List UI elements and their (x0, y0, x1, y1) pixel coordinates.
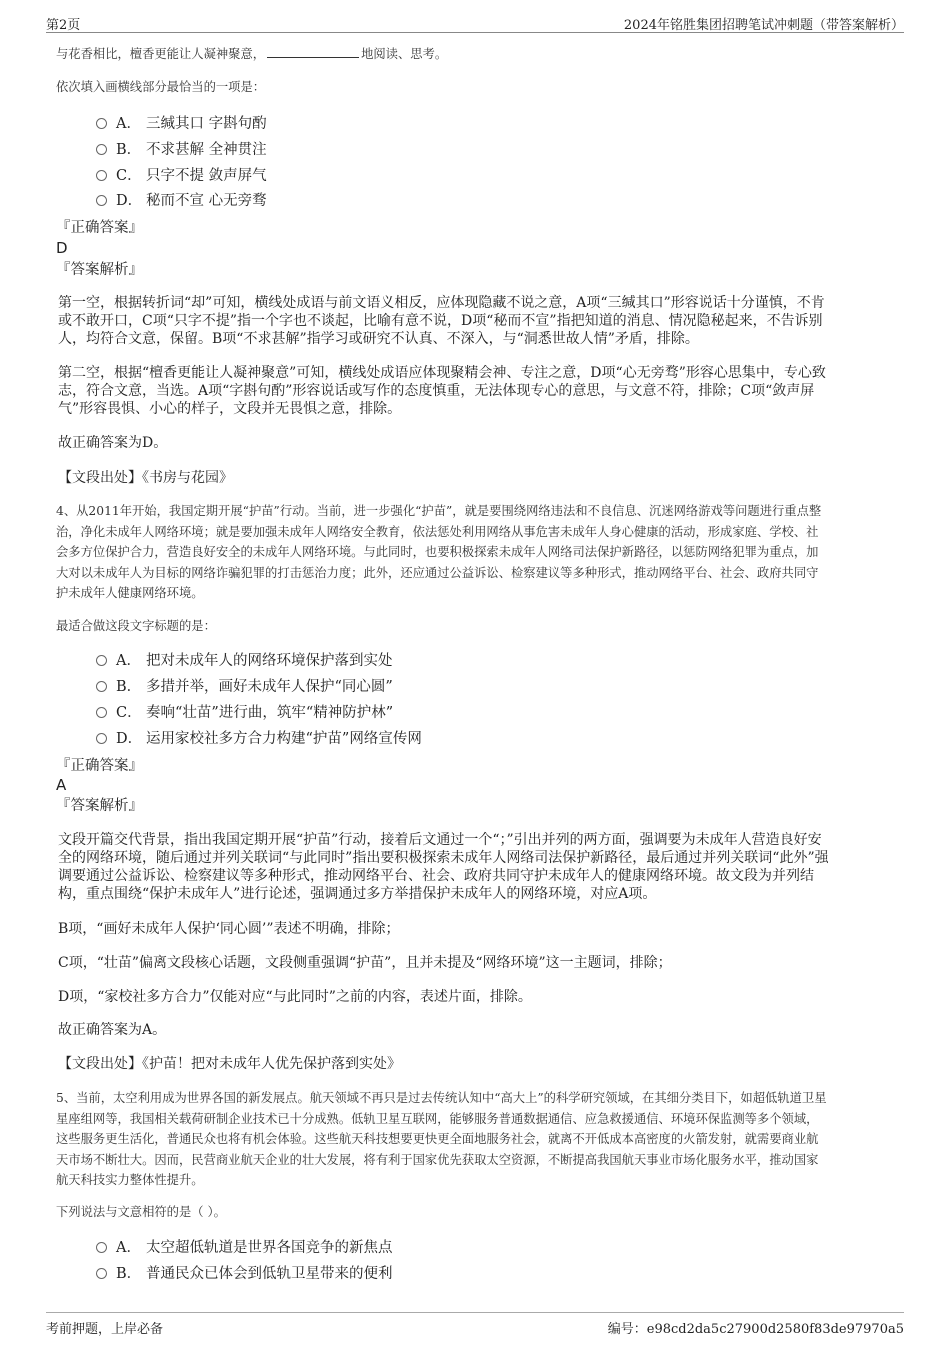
q4-analysis-b: B项，“画好未成年人保护‘同心圆’”表述不明确，排除； (58, 921, 400, 937)
q3-analysis-p1 (58, 294, 825, 348)
option-letter: B． (116, 1266, 142, 1282)
page-footer (46, 1312, 904, 1337)
page-number: 第2页 (46, 18, 81, 33)
option-text: 普通民众已体会到低轨卫星带来的便利 (146, 1266, 393, 1282)
q4-answer: A (56, 776, 67, 794)
q3-stem-post: 地阅读、思考。 (361, 47, 448, 61)
q4-conclusion: 故正确答案为A。 (58, 1022, 167, 1038)
radio-icon[interactable] (96, 195, 107, 206)
q4-analysis-p1 (58, 831, 829, 903)
q5-option-a[interactable] (96, 1238, 393, 1258)
option-text: 把对未成年人的网络环境保护落到实处 (146, 653, 393, 669)
text-line: 志，符合文意，当选。A项“字斟句酌”形容说话或写作的态度慎重，无法体现专心的意思，与文意不符，排除；C项“敛声屏 (58, 383, 815, 399)
text-line: 气”形容畏惧、小心的样子，文段并无畏惧之意，排除。 (58, 401, 402, 417)
option-text: 运用家校社多方合力构建“护苗”网络宣传网 (146, 731, 422, 747)
option-text: 三缄其口 字斟句酌 (146, 116, 267, 132)
q3-stem (56, 44, 447, 65)
radio-icon[interactable] (96, 1242, 107, 1253)
q4-analysis-d: D项，“家校社多方合力”仅能对应“与此同时”之前的内容，表述片面，排除。 (58, 989, 532, 1005)
q3-analysis-label: 『答案解析』 (56, 262, 143, 278)
text-line: 护未成年人健康网络环境。 (56, 586, 204, 600)
text-line: 全的网络环境，随后通过并列关联词“与此同时”指出要积极探索未成年人网络司法保护新路径，最后通过并列关联词“此外”强 (58, 850, 829, 866)
q4-analysis-c: C项，“壮苗”偏离文段核心话题，文段侧重强调“护苗”，且并未提及“网络环境”这一主题词，排除； (58, 955, 672, 971)
option-letter: D． (116, 731, 143, 747)
text-line: 第二空，根据“檀香更能让人凝神聚意”可知，横线处成语应体现聚精会神、专注之意，D项“心无旁骛”形容心思集中，专心致 (58, 365, 826, 381)
page-header (46, 12, 904, 33)
q3-ask: 依次填入画横线部分最恰当的一项是： (56, 80, 266, 94)
option-letter: C． (116, 705, 142, 721)
q3-option-a[interactable] (96, 114, 267, 134)
radio-icon[interactable] (96, 681, 107, 692)
option-text: 奏响“壮苗”进行曲，筑牢“精神防护林” (146, 705, 394, 721)
option-text: 只字不提 敛声屏气 (146, 168, 267, 184)
q3-analysis-p2 (58, 364, 826, 418)
text-line: 调要通过公益诉讼、检察建议等多种形式，推动网络平台、社会、政府共同守护未成年人的健康网络环境。故文段为并列结 (58, 868, 814, 884)
text-line: 文段开篇交代背景，指出我国定期开展“护苗”行动，接着后文通过一个“；”引出并列的两方面，强调要为未成年人营造良好安 (58, 832, 822, 848)
option-letter: D． (116, 193, 143, 209)
q5-option-b[interactable] (96, 1264, 393, 1284)
q4-option-a[interactable] (96, 651, 393, 671)
option-letter: A． (116, 116, 141, 132)
text-line: 大对以未成年人为目标的网络诈骗犯罪的打击惩治力度；此外，还应通过公益诉讼、检察建议等多种形式，推动网络平台、社会、政府共同守 (56, 565, 819, 580)
q3-blank (267, 45, 359, 58)
q4-option-d[interactable] (96, 729, 422, 749)
option-text: 太空超低轨道是世界各国竞争的新焦点 (146, 1240, 393, 1256)
q4-analysis-label: 『答案解析』 (56, 798, 143, 814)
text-line: 治，净化未成年人网络环境；就是要加强未成年人网络安全教育，依法惩处利用网络从事危害未成年人身心健康的活动，形成家庭、学校、社 (56, 524, 819, 539)
option-letter: A． (116, 1240, 141, 1256)
radio-icon[interactable] (96, 707, 107, 718)
radio-icon[interactable] (96, 1268, 107, 1279)
radio-icon[interactable] (96, 144, 107, 155)
text-line: 星座组网等，我国相关载荷研制企业技术已十分成熟。低轨卫星互联网，能够服务普通数据通信、应急救援通信、环境环保监测等多个领域， (56, 1111, 819, 1126)
radio-icon[interactable] (96, 655, 107, 666)
q3-stem-pre: 与花香相比，檀香更能让人凝神聚意， (56, 47, 266, 61)
q3-answer-label: 『正确答案』 (56, 220, 143, 236)
option-letter: B． (116, 679, 142, 695)
q5-ask: 下列说法与文意相符的是（ ）。 (56, 1205, 226, 1219)
radio-icon[interactable] (96, 733, 107, 744)
text-line: 5、当前，太空利用成为世界各国的新发展点。航天领域不再只是过去传统认知中“高大上”的科学研究领域，在其细分类目下，如超低轨道卫星 (56, 1091, 827, 1105)
option-letter: B． (116, 142, 142, 158)
text-line: 构，重点围绕“保护未成年人”进行论述，强调通过多方举措保护未成年人的网络环境，对应A项。 (58, 886, 657, 902)
q4-option-c[interactable] (96, 703, 393, 723)
q4-ask: 最适合做这段文字标题的是： (56, 619, 216, 633)
text-line: 第一空，根据转折词“却”可知，横线处成语与前文语义相反，应体现隐藏不说之意，A项“三缄其口”形容说话十分谨慎，不肯 (58, 295, 825, 311)
q4-source: 【文段出处】《护苗！把对未成年人优先保护落到实处》 (58, 1056, 401, 1072)
q3-answer: D (56, 239, 68, 257)
text-line: 航天科技实力整体性提升。 (56, 1173, 204, 1187)
option-text: 秘而不宣 心无旁骛 (146, 193, 267, 209)
option-text: 不求甚解 全神贯注 (146, 142, 267, 158)
text-line: 这些服务更生活化，普通民众也将有机会体验。这些航天科技想要更快更全面地服务社会，就离不开低成本高密度的火箭发射，就需要商业航 (56, 1132, 819, 1146)
q3-conclusion: 故正确答案为D。 (58, 435, 168, 451)
text-line: 人，均符合文意，保留。B项“不求甚解”指学习或研究不认真、不深入，与“洞悉世故人情”矛盾，排除。 (58, 331, 699, 347)
option-text: 多措并举，画好未成年人保护“同心圆” (146, 679, 393, 695)
q3-option-d[interactable] (96, 191, 267, 211)
q4-answer-label: 『正确答案』 (56, 758, 143, 774)
text-line: 会多方位保护合力，营造良好安全的未成年人网络环境。与此同时，也要积极探索未成年人网络司法保护新路径，以惩防网络犯罪为重点，加 (56, 545, 819, 559)
q4-passage (56, 501, 821, 604)
option-letter: A． (116, 653, 141, 669)
document-title: 2024年铭胜集团招聘笔试冲刺题（带答案解析） (623, 18, 904, 33)
text-line: 或不敢开口，C项“只字不提”指一个字也不谈起，比喻有意不说，D项“秘而不宣”指把知道的消息、情况隐秘起来，不告诉别 (58, 313, 823, 329)
q3-source: 【文段出处】《书房与花园》 (58, 470, 233, 486)
radio-icon[interactable] (96, 170, 107, 181)
q5-passage (56, 1088, 827, 1191)
q3-option-c[interactable] (96, 166, 267, 186)
text-line: 天市场不断壮大。因而，民营商业航天企业的壮大发展，将有利于国家优先获取太空资源，不断提高我国航天事业市场化服务水平，推动国家 (56, 1152, 819, 1167)
option-letter: C． (116, 168, 142, 184)
radio-icon[interactable] (96, 118, 107, 129)
footer-slogan: 考前押题，上岸必备 (46, 1322, 164, 1337)
q3-option-b[interactable] (96, 140, 267, 160)
document-id: 编号：e98cd2da5c27900d2580f83de97970a5 (607, 1322, 904, 1337)
text-line: 4、从2011年开始，我国定期开展“护苗”行动。当前，进一步强化“护苗”，就是要围绕网络违法和不良信息、沉迷网络游戏等问题进行重点整 (56, 504, 822, 518)
q4-option-b[interactable] (96, 677, 393, 697)
